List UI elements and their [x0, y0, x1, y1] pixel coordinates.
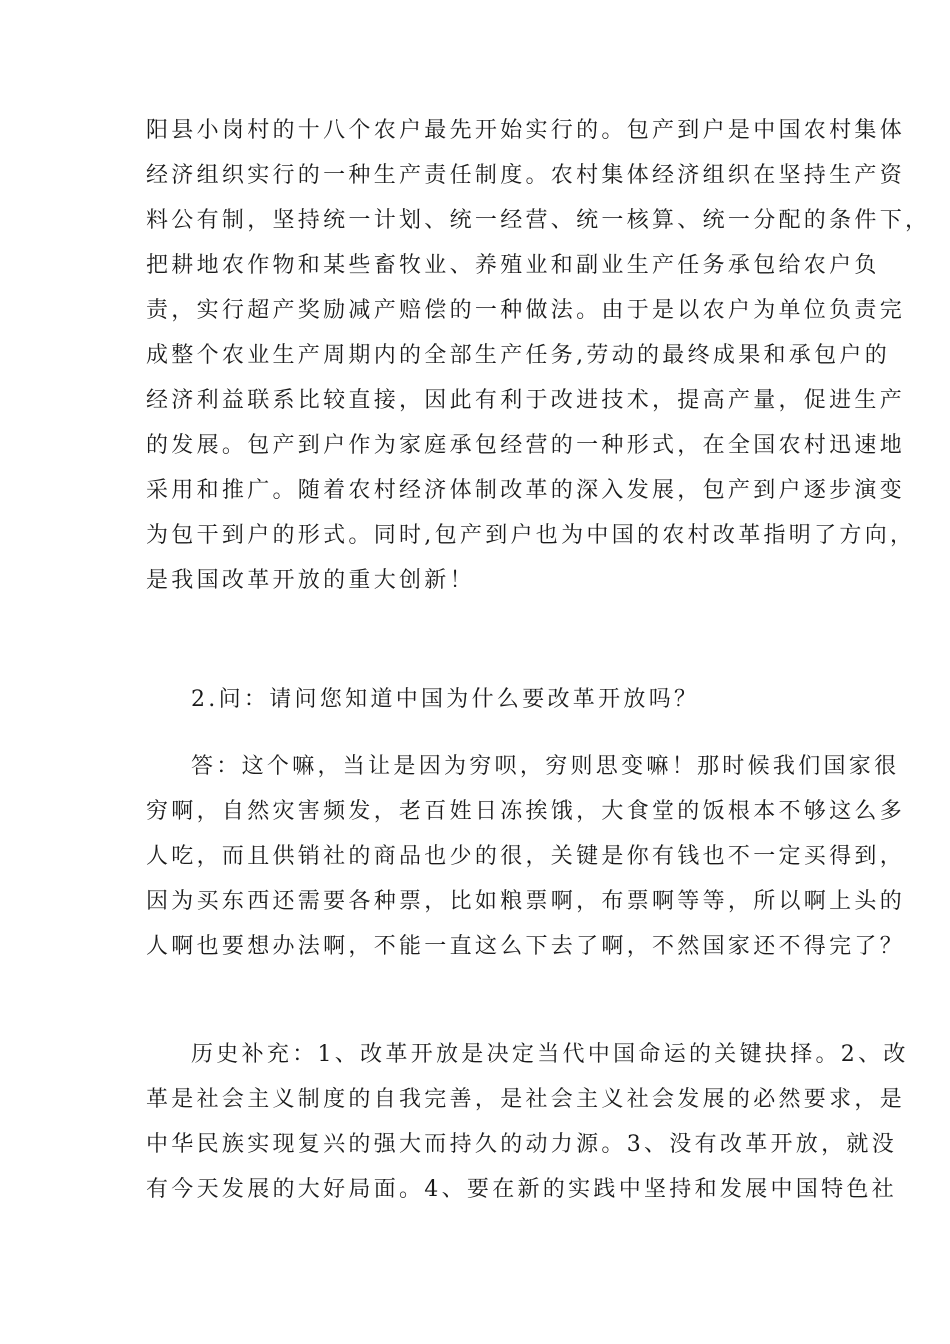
text-line: 人啊也要想办法啊，不能一直这么下去了啊，不然国家还不得完了？: [146, 934, 906, 959]
text-line: 革是社会主义制度的自我完善，是社会主义社会发展的必然要求，是: [146, 1087, 906, 1112]
text-line: 经济组织实行的一种生产责任制度。农村集体经济组织在坚持生产资: [146, 163, 906, 188]
text-line: 有今天发展的大好局面。4、要在新的实践中坚持和发展中国特色社: [146, 1177, 897, 1202]
text-line: 中华民族实现复兴的强大而持久的动力源。3、没有改革开放，就没: [146, 1132, 897, 1157]
text-line: 历史补充：1、改革开放是决定当代中国命运的关键抉择。2、改: [191, 1042, 909, 1067]
text-line: 2.问：请问您知道中国为什么要改革开放吗？: [191, 687, 700, 712]
text-line: 穷啊，自然灾害频发，老百姓日冻挨饿，大食堂的饭根本不够这么多: [146, 799, 906, 824]
history-supplement-paragraph: [146, 1032, 909, 1212]
text-line: 责，实行超产奖励减产赔偿的一种做法。由于是以农户为单位负责完: [146, 298, 906, 323]
text-line: 阳县小岗村的十八个农户最先开始实行的。包产到户是中国农村集体: [146, 118, 906, 143]
text-line: 的发展。包产到户作为家庭承包经营的一种形式，在全国农村迅速地: [146, 433, 906, 458]
text-line: 采用和推广。随着农村经济体制改革的深入发展，包产到户逐步演变: [146, 478, 906, 503]
text-line: 是我国改革开放的重大创新！: [146, 568, 475, 593]
text-line: 把耕地农作物和某些畜牧业、养殖业和副业生产任务承包给农户负: [146, 253, 880, 278]
text-line: 人吃，而且供销社的商品也少的很，关键是你有钱也不一定买得到，: [146, 844, 906, 869]
text-line: 为包干到户的形式。同时,包产到户也为中国的农村改革指明了方向，: [146, 523, 916, 548]
question-heading: [191, 677, 699, 722]
text-line: 经济利益联系比较直接，因此有利于改进技术，提高产量，促进生产: [146, 388, 906, 413]
answer-paragraph: [146, 744, 906, 969]
text-line: 成整个农业生产周期内的全部生产任务,劳动的最终成果和承包户的: [146, 343, 890, 368]
paragraph-baochan-daohu: [146, 108, 930, 603]
text-line: 答：这个嘛，当让是因为穷呗，穷则思变嘛！那时候我们国家很: [191, 754, 900, 779]
text-line: 因为买东西还需要各种票，比如粮票啊，布票啊等等，所以啊上头的: [146, 889, 906, 914]
text-line: 料公有制，坚持统一计划、统一经营、统一核算、统一分配的条件下，: [146, 208, 931, 233]
